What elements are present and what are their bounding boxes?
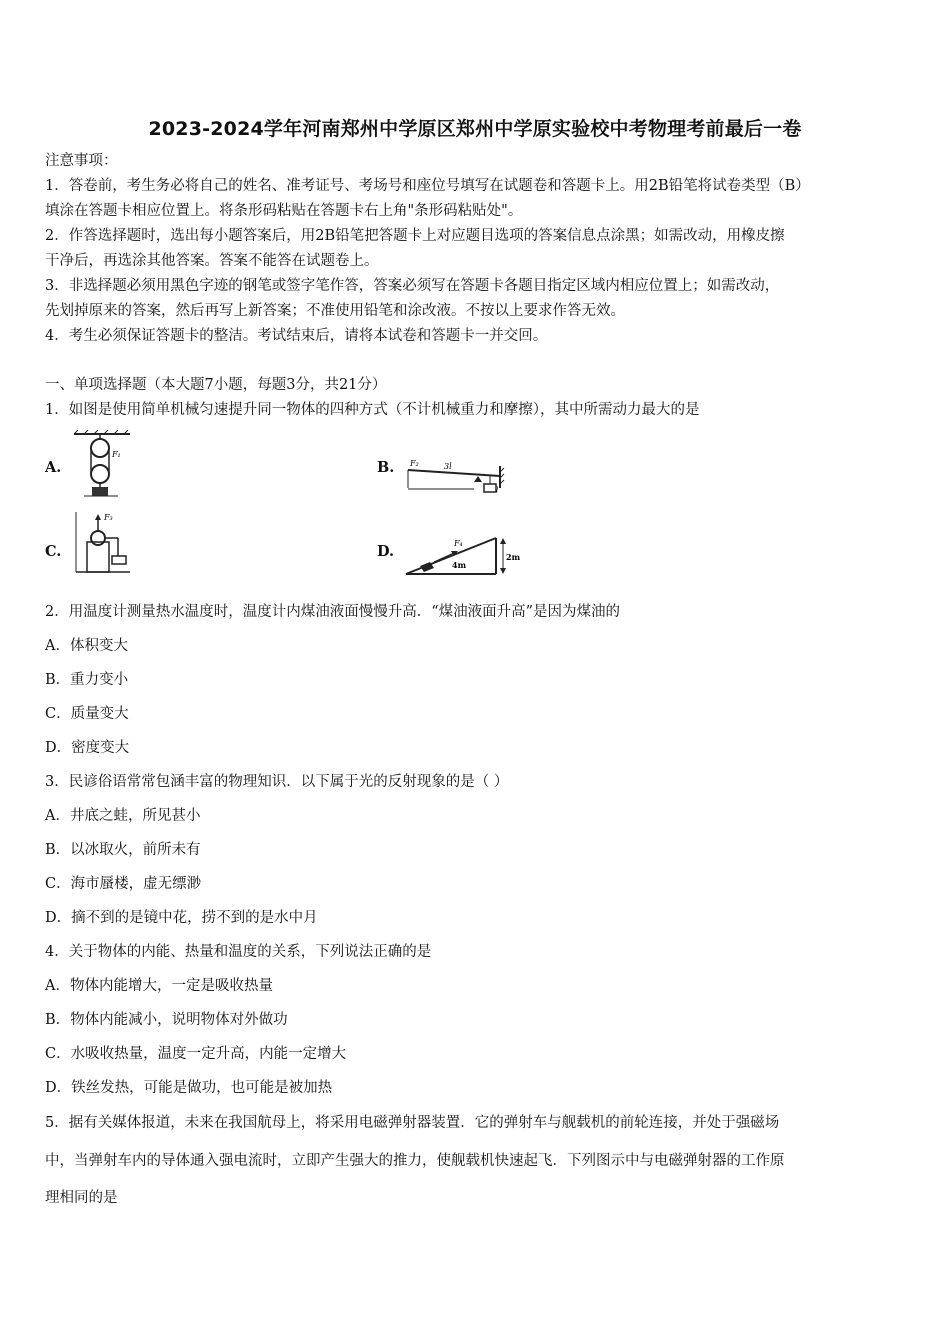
q1-fig-d-length-label: 4m	[452, 560, 467, 570]
notice-heading: 注意事项：	[45, 153, 118, 169]
q1-fig-a-force-label: F₁	[112, 450, 121, 459]
lever-figure-b	[404, 458, 514, 496]
question-5-stem-line: 理相同的是	[45, 1190, 118, 1206]
notice-line: 2．作答选择题时，选出每小题答案后，用2B铅笔把答题卡上对应题目选项的答案信息点涂黑；如需改动，用橡皮擦	[45, 228, 785, 244]
q1-fig-b-short-label: l	[496, 486, 499, 494]
question-4-stem: 4．关于物体的内能、热量和温度的关系，下列说法正确的是	[45, 944, 432, 960]
q3-option: C．海市蜃楼，虚无缥渺	[45, 876, 202, 892]
q1-option-b-label: B.	[377, 459, 395, 476]
question-5-stem-line: 中，当弹射车内的导体通入强电流时，立即产生强大的推力，使舰载机快速起飞．下列图示中与电磁弹射器的工作原	[45, 1153, 785, 1169]
q2-option: A．体积变大	[45, 638, 128, 654]
notice-line: 先划掉原来的答案，然后再写上新答案；不准使用铅笔和涂改液。不按以上要求作答无效。	[45, 303, 625, 319]
q1-fig-d-height-label: 2m	[506, 552, 521, 562]
q3-option: A．井底之蛙，所见甚小	[45, 808, 201, 824]
q3-option: D．摘不到的是镜中花，捞不到的是水中月	[45, 910, 318, 926]
q1-fig-b-length-label: 3l	[444, 462, 452, 471]
page-title: 2023-2024学年河南郑州中学原区郑州中学原实验校中考物理考前最后一卷	[148, 118, 802, 140]
q1-option-a-label: A.	[45, 459, 62, 476]
q4-option: A．物体内能增大，一定是吸收热量	[45, 978, 273, 994]
q1-fig-d-force-label: F₄	[454, 539, 463, 548]
notice-line: 4．考生必须保证答题卡的整洁。考试结束后，请将本试卷和答题卡一并交回。	[45, 328, 548, 344]
question-2-stem: 2．用温度计测量热水温度时，温度计内煤油液面慢慢升高．“煤油液面升高”是因为煤油的	[45, 604, 621, 620]
q1-option-d-label: D.	[377, 543, 395, 560]
question-1-stem: 1．如图是使用简单机械匀速提升同一物体的四种方式（不计机械重力和摩擦），其中所需动力最大的是	[45, 402, 700, 418]
notice-line: 干净后，再选涂其他答案。答案不能答在试题卷上。	[45, 253, 379, 269]
q2-option: D．密度变大	[45, 740, 130, 756]
q4-option: C．水吸收热量，温度一定升高，内能一定增大	[45, 1046, 347, 1062]
notice-line: 3．非选择题必须用黑色字迹的钢笔或签字笔作答，答案必须写在答题卡各题目指定区域内相应位置上；如需改动，	[45, 278, 780, 294]
q2-option: B．重力变小	[45, 672, 129, 688]
q1-option-c-label: C.	[45, 543, 62, 560]
pulley-figure-a	[72, 430, 134, 500]
notice-line: 1．答卷前，考生务必将自己的姓名、准考证号、考场号和座位号填写在试题卷和答题卡上。用2B铅笔将试卷类型（B）	[45, 178, 810, 194]
q3-option: B．以冰取火，前所未有	[45, 842, 201, 858]
q4-option: D．铁丝发热，可能是做功，也可能是被加热	[45, 1080, 333, 1096]
q1-fig-b-force-label: F₂	[410, 459, 419, 468]
notice-line: 填涂在答题卡相应位置上。将条形码粘贴在答题卡右上角"条形码粘贴处"。	[45, 203, 523, 219]
q1-fig-c-force-label: F₃	[104, 513, 113, 522]
question-3-stem: 3．民谚俗语常常包涵丰富的物理知识．以下属于光的反射现象的是（ ）	[45, 774, 509, 790]
q2-option: C．质量变大	[45, 706, 129, 722]
q4-option: B．物体内能减小，说明物体对外做功	[45, 1012, 288, 1028]
incline-figure-d	[404, 532, 524, 578]
question-5-stem-line: 5．据有关媒体报道，未来在我国航母上，将采用电磁弹射器装置．它的弹射车与舰载机的前轮连接，并处于强磁场	[45, 1115, 780, 1131]
section-heading: 一、单项选择题（本大题7小题，每题3分，共21分）	[45, 377, 387, 393]
pulley-figure-c	[72, 512, 134, 578]
